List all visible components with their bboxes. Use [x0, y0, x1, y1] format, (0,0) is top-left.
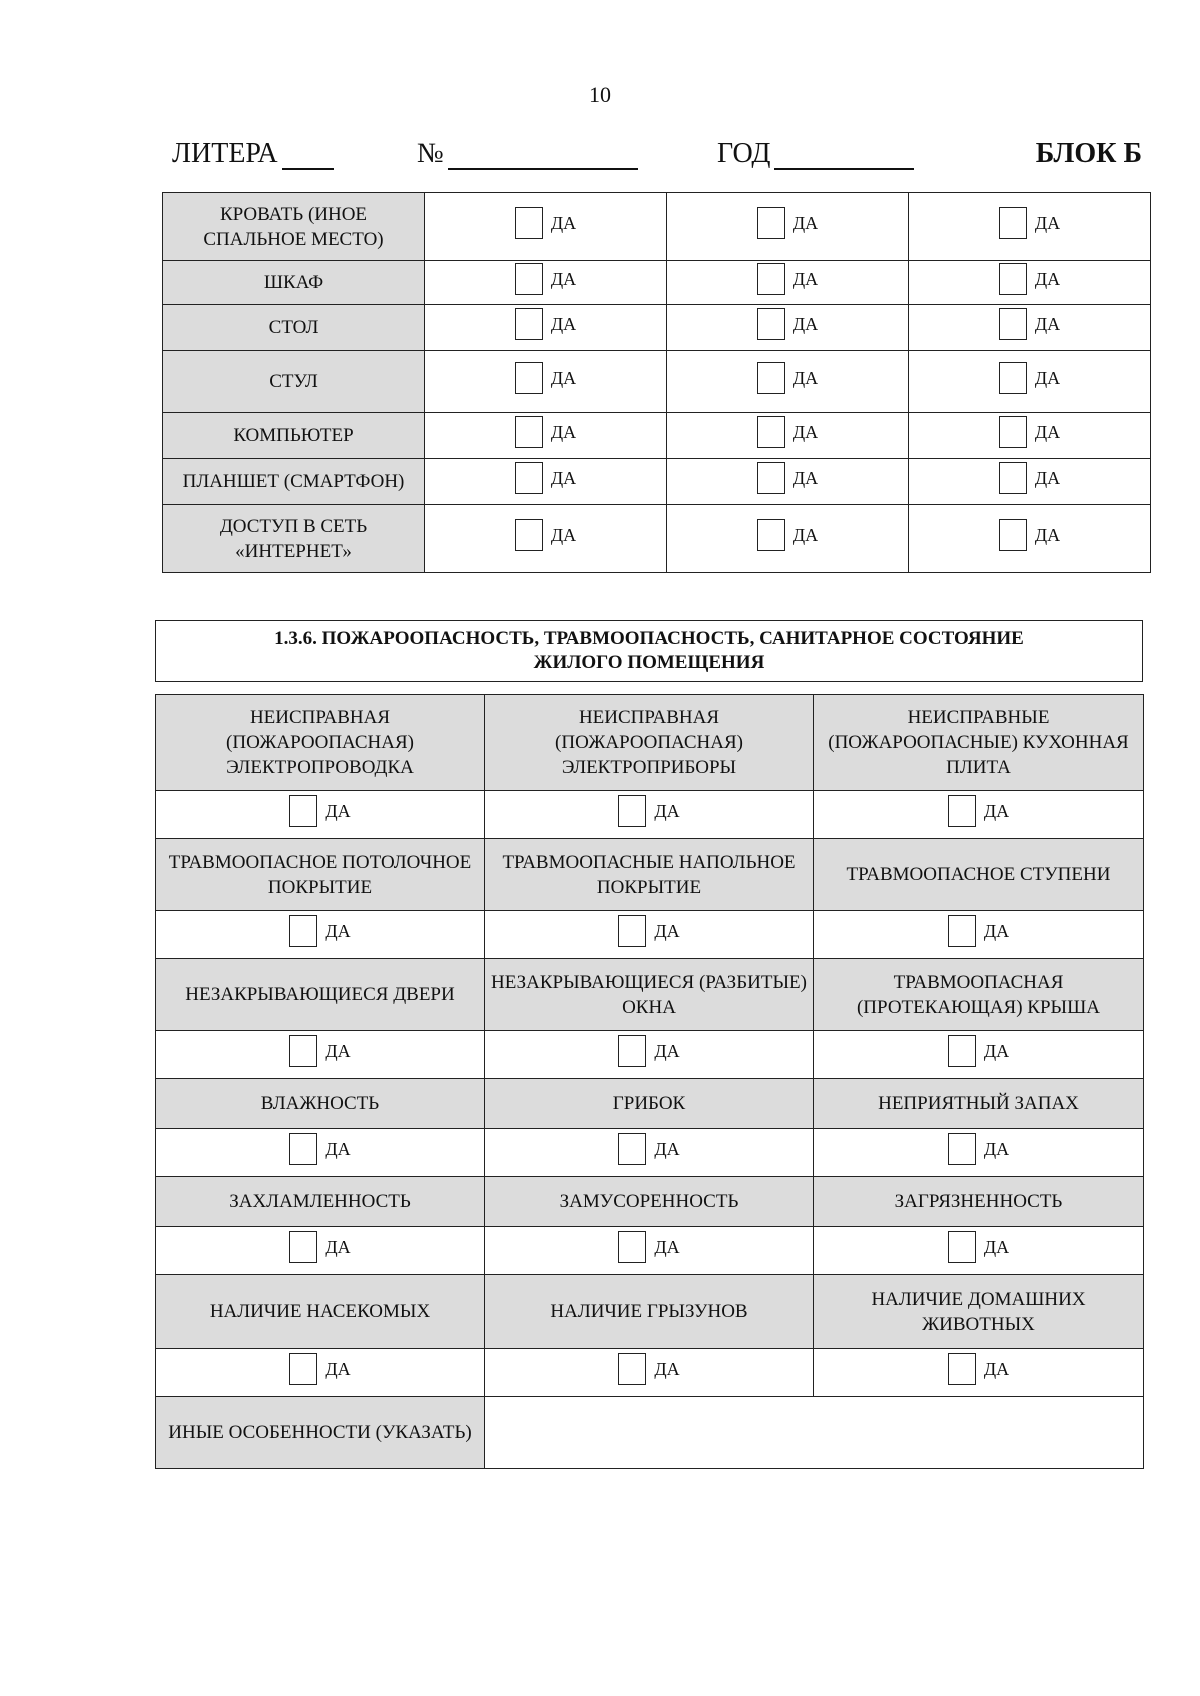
hazard-checkbox-cell: [485, 911, 814, 959]
checkbox-label: ДА: [1034, 313, 1061, 334]
checkbox-box[interactable]: [948, 1035, 976, 1067]
hazard-label: НЕЗАКРЫВАЮЩИЕСЯ ДВЕРИ: [156, 959, 485, 1031]
yes-checkbox[interactable]: [289, 795, 350, 827]
yes-checkbox[interactable]: [999, 207, 1060, 239]
checkbox-label: ДА: [550, 524, 577, 545]
checkbox-label: ДА: [983, 920, 1010, 941]
yes-checkbox[interactable]: [757, 362, 818, 394]
checkbox-box[interactable]: [515, 263, 543, 295]
checkbox-label: ДА: [550, 268, 577, 289]
item-checkbox-cell: [667, 459, 909, 505]
checkbox-box[interactable]: [948, 1231, 976, 1263]
item-label: КОМПЬЮТЕР: [163, 413, 425, 459]
number-input-line[interactable]: [448, 140, 638, 170]
checkbox-box[interactable]: [999, 207, 1027, 239]
yes-checkbox[interactable]: [618, 1035, 679, 1067]
yes-checkbox[interactable]: [618, 795, 679, 827]
hazard-checkbox-cell: [485, 1227, 814, 1275]
yes-checkbox[interactable]: [289, 915, 350, 947]
yes-checkbox[interactable]: [515, 462, 576, 494]
hazard-label: ТРАВМООПАСНАЯ (ПРОТЕКАЮЩАЯ) КРЫША: [814, 959, 1144, 1031]
checkbox-box[interactable]: [515, 362, 543, 394]
hazard-checkbox-cell: [485, 1129, 814, 1177]
checkbox-box[interactable]: [515, 519, 543, 551]
item-label: ДОСТУП В СЕТЬ «ИНТЕРНЕТ»: [163, 505, 425, 573]
checkbox-box[interactable]: [999, 416, 1027, 448]
yes-checkbox[interactable]: [999, 308, 1060, 340]
yes-checkbox[interactable]: [948, 795, 1009, 827]
hazard-label: ЗАМУСОРЕННОСТЬ: [485, 1177, 814, 1227]
yes-checkbox[interactable]: [999, 462, 1060, 494]
yes-checkbox[interactable]: [948, 915, 1009, 947]
yes-checkbox[interactable]: [618, 1353, 679, 1385]
item-checkbox-cell: [909, 505, 1151, 573]
hazard-label: НЕЗАКРЫВАЮЩИЕСЯ (РАЗБИТЫЕ) ОКНА: [485, 959, 814, 1031]
item-label: ШКАФ: [163, 261, 425, 305]
checkbox-box[interactable]: [948, 915, 976, 947]
block-label: БЛОК Б: [1035, 138, 1142, 169]
hazard-label-row: [156, 839, 1144, 911]
hazard-label: ТРАВМООПАСНЫЕ НАПОЛЬНОЕ ПОКРЫТИЕ: [485, 839, 814, 911]
item-label: ПЛАНШЕТ (СМАРТФОН): [163, 459, 425, 505]
yes-checkbox[interactable]: [289, 1231, 350, 1263]
checkbox-box[interactable]: [948, 1353, 976, 1385]
item-checkbox-cell: [667, 351, 909, 413]
table-row: [163, 413, 1151, 459]
form-header: [172, 130, 1142, 174]
checkbox-label: ДА: [1034, 467, 1061, 488]
item-checkbox-cell: [667, 261, 909, 305]
checkbox-label: ДА: [1034, 268, 1061, 289]
hazard-label: НЕПРИЯТНЫЙ ЗАПАХ: [814, 1079, 1144, 1129]
hazard-checkbox-cell: [156, 1227, 485, 1275]
checkbox-label: ДА: [792, 367, 819, 388]
checkbox-box[interactable]: [999, 308, 1027, 340]
checkbox-label: ДА: [792, 421, 819, 442]
yes-checkbox[interactable]: [618, 1133, 679, 1165]
checkbox-box[interactable]: [618, 795, 646, 827]
checkbox-label: ДА: [983, 1138, 1010, 1159]
table-row: [163, 505, 1151, 573]
hazard-checkbox-cell: [156, 1031, 485, 1079]
checkbox-box[interactable]: [999, 263, 1027, 295]
item-label: КРОВАТЬ (ИНОЕ СПАЛЬНОЕ МЕСТО): [163, 193, 425, 261]
hazard-checkbox-cell: [814, 1349, 1144, 1397]
item-checkbox-cell: [425, 305, 667, 351]
hazard-label: НАЛИЧИЕ ГРЫЗУНОВ: [485, 1275, 814, 1349]
checkbox-box[interactable]: [999, 362, 1027, 394]
item-checkbox-cell: [909, 193, 1151, 261]
table-row: [163, 261, 1151, 305]
checkbox-label: ДА: [1034, 212, 1061, 233]
hazard-label: ГРИБОК: [485, 1079, 814, 1129]
checkbox-box[interactable]: [757, 263, 785, 295]
checkbox-label: ДА: [792, 467, 819, 488]
checkbox-box[interactable]: [757, 462, 785, 494]
litera-field: [172, 138, 334, 170]
yes-checkbox[interactable]: [757, 519, 818, 551]
yes-checkbox[interactable]: [757, 462, 818, 494]
checkbox-label: ДА: [325, 1138, 351, 1159]
checkbox-box[interactable]: [999, 462, 1027, 494]
yes-checkbox[interactable]: [618, 915, 679, 947]
hazard-label: НЕИСПРАВНАЯ (ПОЖАРООПАСНАЯ) ЭЛЕКТРОПРОВОДКА: [156, 695, 485, 791]
other-features-label: ИНЫЕ ОСОБЕННОСТИ (УКАЗАТЬ): [156, 1397, 485, 1469]
other-features-row: [156, 1397, 1144, 1469]
hazard-label: НАЛИЧИЕ ДОМАШНИХ ЖИВОТНЫХ: [814, 1275, 1144, 1349]
yes-checkbox[interactable]: [999, 263, 1060, 295]
number-field: [417, 138, 638, 170]
checkbox-box[interactable]: [999, 519, 1027, 551]
yes-checkbox[interactable]: [515, 362, 576, 394]
checkbox-box[interactable]: [618, 1353, 646, 1385]
item-checkbox-cell: [425, 459, 667, 505]
yes-checkbox[interactable]: [999, 362, 1060, 394]
item-checkbox-cell: [909, 305, 1151, 351]
items-table: [162, 192, 1151, 573]
hazard-label: НЕИСПРАВНЫЕ (ПОЖАРООПАСНЫЕ) КУХОННАЯ ПЛИТА: [814, 695, 1144, 791]
item-checkbox-cell: [425, 351, 667, 413]
hazards-table: [155, 694, 1144, 1469]
table-row: [163, 193, 1151, 261]
checkbox-label: ДА: [654, 1138, 680, 1159]
checkbox-box[interactable]: [618, 1133, 646, 1165]
hazard-checkbox-cell: [814, 1227, 1144, 1275]
hazard-checkbox-cell: [814, 911, 1144, 959]
hazard-label: ЗАХЛАМЛЕННОСТЬ: [156, 1177, 485, 1227]
year-label: ГОД: [717, 138, 771, 169]
item-checkbox-cell: [425, 413, 667, 459]
checkbox-label: ДА: [983, 800, 1010, 821]
hazard-label: ВЛАЖНОСТЬ: [156, 1079, 485, 1129]
yes-checkbox[interactable]: [289, 1353, 350, 1385]
table-row: [163, 459, 1151, 505]
checkbox-box[interactable]: [618, 1035, 646, 1067]
section-header: [155, 620, 1143, 682]
checkbox-box[interactable]: [515, 308, 543, 340]
yes-checkbox[interactable]: [757, 263, 818, 295]
hazard-checkbox-cell: [814, 1031, 1144, 1079]
section-title-line2: ЖИЛОГО ПОМЕЩЕНИЯ: [533, 652, 765, 673]
litera-input-line[interactable]: [282, 140, 334, 170]
checkbox-box[interactable]: [757, 207, 785, 239]
hazard-label: ЗАГРЯЗНЕННОСТЬ: [814, 1177, 1144, 1227]
hazard-checkbox-row: [156, 1227, 1144, 1275]
yes-checkbox[interactable]: [515, 308, 576, 340]
checkbox-box[interactable]: [948, 1133, 976, 1165]
item-label: СТУЛ: [163, 351, 425, 413]
hazard-checkbox-cell: [156, 911, 485, 959]
yes-checkbox[interactable]: [289, 1133, 350, 1165]
checkbox-box[interactable]: [757, 362, 785, 394]
checkbox-box[interactable]: [289, 1231, 317, 1263]
checkbox-label: ДА: [792, 212, 819, 233]
checkbox-box[interactable]: [948, 795, 976, 827]
checkbox-label: ДА: [550, 421, 577, 442]
item-checkbox-cell: [425, 505, 667, 573]
checkbox-box[interactable]: [289, 795, 317, 827]
number-label: №: [417, 138, 444, 169]
year-input-line[interactable]: [774, 140, 914, 170]
year-field: [717, 138, 914, 170]
hazard-checkbox-cell: [485, 1349, 814, 1397]
hazard-label-row: [156, 959, 1144, 1031]
yes-checkbox[interactable]: [515, 207, 576, 239]
item-checkbox-cell: [667, 305, 909, 351]
item-checkbox-cell: [425, 261, 667, 305]
yes-checkbox[interactable]: [999, 519, 1060, 551]
yes-checkbox[interactable]: [618, 1231, 679, 1263]
checkbox-box[interactable]: [515, 462, 543, 494]
hazard-label-row: [156, 1177, 1144, 1227]
hazard-checkbox-cell: [485, 791, 814, 839]
checkbox-label: ДА: [792, 313, 819, 334]
hazard-checkbox-cell: [485, 1031, 814, 1079]
item-checkbox-cell: [425, 193, 667, 261]
checkbox-box[interactable]: [515, 416, 543, 448]
hazard-label: ТРАВМООПАСНОЕ ПОТОЛОЧНОЕ ПОКРЫТИЕ: [156, 839, 485, 911]
checkbox-label: ДА: [654, 920, 680, 941]
section-title: [156, 621, 1143, 682]
checkbox-box[interactable]: [757, 416, 785, 448]
hazard-label-row: [156, 1275, 1144, 1349]
yes-checkbox[interactable]: [948, 1133, 1009, 1165]
hazard-label: ТРАВМООПАСНОЕ СТУПЕНИ: [814, 839, 1144, 911]
litera-label: ЛИТЕРА: [172, 138, 278, 169]
checkbox-box[interactable]: [515, 207, 543, 239]
hazard-checkbox-cell: [156, 791, 485, 839]
item-checkbox-cell: [909, 261, 1151, 305]
yes-checkbox[interactable]: [948, 1353, 1009, 1385]
hazard-checkbox-cell: [156, 1129, 485, 1177]
checkbox-label: ДА: [654, 800, 680, 821]
yes-checkbox[interactable]: [515, 519, 576, 551]
table-row: [163, 305, 1151, 351]
page-number: 10: [589, 82, 611, 107]
item-checkbox-cell: [667, 413, 909, 459]
checkbox-label: ДА: [983, 1040, 1010, 1061]
hazard-checkbox-row: [156, 1031, 1144, 1079]
hazard-label: НЕИСПРАВНАЯ (ПОЖАРООПАСНАЯ) ЭЛЕКТРОПРИБОРЫ: [485, 695, 814, 791]
checkbox-box[interactable]: [757, 519, 785, 551]
checkbox-box[interactable]: [757, 308, 785, 340]
checkbox-label: ДА: [654, 1236, 680, 1257]
yes-checkbox[interactable]: [757, 416, 818, 448]
checkbox-label: ДА: [1034, 421, 1061, 442]
hazard-checkbox-row: [156, 911, 1144, 959]
yes-checkbox[interactable]: [948, 1231, 1009, 1263]
checkbox-box[interactable]: [618, 915, 646, 947]
item-checkbox-cell: [667, 505, 909, 573]
hazard-checkbox-row: [156, 791, 1144, 839]
checkbox-label: ДА: [550, 313, 577, 334]
yes-checkbox[interactable]: [999, 416, 1060, 448]
checkbox-label: ДА: [550, 367, 577, 388]
checkbox-label: ДА: [550, 212, 577, 233]
hazard-label-row: [156, 1079, 1144, 1129]
item-checkbox-cell: [909, 413, 1151, 459]
hazard-checkbox-row: [156, 1349, 1144, 1397]
yes-checkbox[interactable]: [757, 308, 818, 340]
other-features-input[interactable]: [485, 1397, 1144, 1469]
table-row: [163, 351, 1151, 413]
item-checkbox-cell: [667, 193, 909, 261]
checkbox-label: ДА: [325, 1358, 351, 1379]
item-checkbox-cell: [909, 351, 1151, 413]
checkbox-label: ДА: [550, 467, 577, 488]
checkbox-label: ДА: [654, 1358, 680, 1379]
checkbox-box[interactable]: [289, 915, 317, 947]
checkbox-box[interactable]: [289, 1035, 317, 1067]
hazard-checkbox-cell: [814, 1129, 1144, 1177]
section-title-line1: 1.3.6. ПОЖАРООПАСНОСТЬ, ТРАВМООПАСНОСТЬ, САНИТАРНОЕ СОСТОЯНИЕ: [274, 628, 1024, 649]
checkbox-box[interactable]: [289, 1353, 317, 1385]
yes-checkbox[interactable]: [757, 207, 818, 239]
yes-checkbox[interactable]: [515, 416, 576, 448]
checkbox-label: ДА: [325, 1040, 351, 1061]
checkbox-label: ДА: [792, 268, 819, 289]
checkbox-label: ДА: [1034, 367, 1061, 388]
yes-checkbox[interactable]: [515, 263, 576, 295]
checkbox-label: ДА: [792, 524, 819, 545]
item-label: СТОЛ: [163, 305, 425, 351]
hazard-label-row: [156, 695, 1144, 791]
checkbox-label: ДА: [983, 1358, 1010, 1379]
hazard-checkbox-cell: [156, 1349, 485, 1397]
item-checkbox-cell: [909, 459, 1151, 505]
hazard-checkbox-cell: [814, 791, 1144, 839]
checkbox-label: ДА: [325, 920, 351, 941]
checkbox-label: ДА: [983, 1236, 1010, 1257]
checkbox-label: ДА: [654, 1040, 680, 1061]
yes-checkbox[interactable]: [948, 1035, 1009, 1067]
yes-checkbox[interactable]: [289, 1035, 350, 1067]
hazard-label: НАЛИЧИЕ НАСЕКОМЫХ: [156, 1275, 485, 1349]
hazard-checkbox-row: [156, 1129, 1144, 1177]
checkbox-label: ДА: [1034, 524, 1061, 545]
checkbox-label: ДА: [325, 800, 351, 821]
checkbox-box[interactable]: [289, 1133, 317, 1165]
checkbox-box[interactable]: [618, 1231, 646, 1263]
checkbox-label: ДА: [325, 1236, 351, 1257]
